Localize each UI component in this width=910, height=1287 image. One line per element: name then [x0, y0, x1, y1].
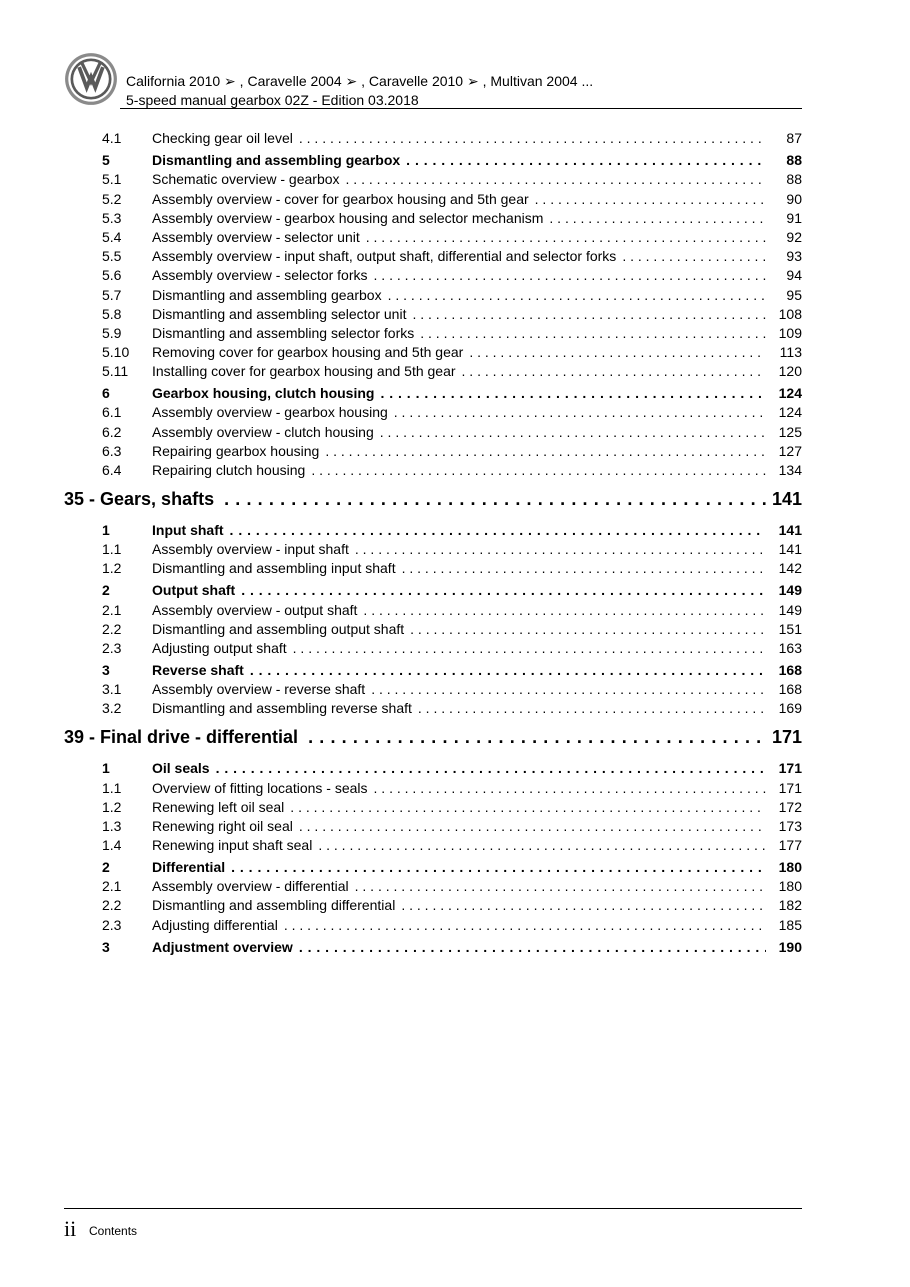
toc-page: 169 [778, 700, 802, 717]
toc-entry[interactable] [102, 360, 802, 379]
toc-page: 93 [786, 248, 802, 265]
dot-leader [406, 152, 766, 168]
toc-number: 5.9 [102, 324, 122, 341]
toc-page: 87 [786, 130, 802, 147]
toc-page: 163 [778, 639, 802, 656]
toc-title: Gearbox housing, clutch housing [152, 385, 375, 402]
toc-number: 2.1 [102, 601, 122, 618]
toc-title: Installing cover for gearbox housing and 5th gear [152, 363, 456, 380]
toc-title: Adjusting output shaft [152, 639, 287, 656]
dot-leader [308, 727, 766, 748]
toc-title: Renewing right oil seal [152, 817, 293, 834]
toc-number: 1 [102, 760, 110, 777]
toc-entry[interactable] [102, 913, 802, 932]
dot-leader [241, 582, 766, 598]
toc-title: Dismantling and assembling selector forks [152, 324, 415, 341]
toc-entry[interactable] [102, 245, 802, 264]
toc-title: Assembly overview - selector unit [152, 228, 360, 245]
toc-chapter[interactable] [64, 720, 802, 754]
toc-page: 90 [786, 190, 802, 207]
toc-number: 1.1 [102, 541, 122, 558]
toc-title: Assembly overview - input shaft, output shaft, differential and selector forks [152, 248, 617, 265]
toc-page: 142 [778, 560, 802, 577]
toc-title: Assembly overview - output shaft [152, 601, 358, 618]
dot-leader [284, 917, 766, 933]
toc-number: 5.3 [102, 209, 122, 226]
toc-entry[interactable] [102, 697, 802, 716]
dot-leader [231, 859, 766, 875]
toc-page: 88 [786, 152, 802, 169]
toc-entry[interactable] [102, 168, 802, 187]
toc-number: 6.4 [102, 462, 122, 478]
page-number: ii [64, 1216, 77, 1241]
toc-entry[interactable] [102, 538, 802, 557]
toc-page: 91 [786, 209, 802, 226]
toc-number: 2.3 [102, 916, 122, 933]
dot-leader [224, 489, 766, 510]
toc-number: 3.1 [102, 681, 122, 698]
toc-number: 5.11 [102, 363, 129, 380]
dot-leader [469, 344, 766, 360]
toc-entry[interactable] [102, 283, 802, 302]
toc-number: 6.1 [102, 404, 122, 421]
dot-leader [311, 462, 766, 478]
dot-leader [299, 939, 766, 955]
toc-page: 134 [778, 462, 802, 478]
toc-page: 180 [778, 878, 802, 895]
toc-title: Assembly overview - gearbox housing and selector mechanism [152, 209, 544, 226]
toc-entry[interactable] [102, 303, 802, 322]
toc-entry[interactable] [102, 678, 802, 697]
toc-title: Input shaft [152, 522, 224, 538]
table-of-contents [64, 127, 802, 955]
toc-entry[interactable] [102, 618, 802, 637]
toc-page: 172 [778, 798, 802, 815]
dot-leader [412, 306, 766, 322]
toc-number: 3 [102, 938, 110, 955]
toc-title: Dismantling and assembling input shaft [152, 560, 396, 577]
toc-number: 3 [102, 661, 110, 678]
dot-leader [418, 700, 766, 716]
toc-entry[interactable] [102, 341, 802, 360]
toc-page: 113 [779, 344, 802, 361]
dot-leader [250, 662, 766, 678]
toc-number: 5.5 [102, 248, 122, 265]
toc-number: 1 [102, 522, 110, 538]
toc-entry[interactable] [102, 557, 802, 576]
toc-number: 5 [102, 152, 110, 169]
toc-entry[interactable] [102, 401, 802, 420]
toc-title: Assembly overview - cover for gearbox housing and 5th gear [152, 190, 529, 207]
dot-leader [290, 799, 766, 815]
toc-entry[interactable] [102, 894, 802, 913]
toc-entry[interactable] [102, 226, 802, 245]
dot-leader [401, 897, 766, 913]
toc-title: Assembly overview - gearbox housing [152, 404, 388, 421]
toc-title: Reverse shaft [152, 661, 244, 678]
toc-title: Overview of fitting locations - seals [152, 779, 368, 796]
toc-page: 124 [778, 404, 802, 421]
toc-title: Dismantling and assembling output shaft [152, 620, 405, 637]
toc-number: 2.3 [102, 639, 122, 656]
dot-leader [549, 210, 766, 226]
toc-page: 94 [786, 267, 802, 284]
toc-section[interactable] [102, 576, 802, 598]
toc-title: Dismantling and assembling selector unit [152, 305, 407, 322]
dot-leader [230, 522, 766, 538]
toc-entry[interactable] [102, 207, 802, 226]
page-footer [64, 1208, 802, 1241]
toc-title: Checking gear oil level [152, 130, 293, 147]
toc-entry[interactable] [102, 637, 802, 656]
toc-entry[interactable] [102, 459, 802, 478]
vw-logo [64, 52, 118, 106]
toc-entry[interactable] [102, 127, 802, 146]
toc-page: 190 [778, 938, 802, 955]
toc-number: 1.2 [102, 798, 122, 815]
toc-page: 125 [778, 423, 802, 440]
toc-page: 109 [778, 324, 802, 341]
toc-page: 141 [771, 488, 802, 509]
dot-leader [388, 287, 766, 303]
dot-leader [462, 363, 766, 379]
toc-title: Dismantling and assembling gearbox [152, 286, 382, 303]
toc-entry[interactable] [102, 776, 802, 795]
toc-page: 127 [778, 442, 802, 459]
toc-page: 108 [778, 305, 802, 322]
dot-leader [380, 385, 766, 401]
toc-title: Schematic overview - gearbox [152, 171, 340, 188]
dot-leader [366, 229, 766, 245]
dot-leader [363, 602, 766, 618]
toc-page: 149 [778, 582, 802, 599]
toc-title: Renewing input shaft seal [152, 837, 313, 854]
toc-section[interactable] [102, 754, 802, 776]
dot-leader [371, 681, 766, 697]
dot-leader [318, 837, 766, 853]
toc-title: Repairing gearbox housing [152, 442, 320, 459]
toc-number: 4.1 [102, 130, 122, 147]
toc-number: 2.1 [102, 878, 122, 895]
toc-title: Assembly overview - selector forks [152, 267, 368, 284]
toc-page: 120 [778, 363, 802, 380]
toc-page: 88 [786, 171, 802, 188]
toc-page: 185 [778, 916, 802, 933]
toc-section[interactable] [102, 379, 802, 401]
toc-page: 171 [778, 760, 802, 777]
dot-leader [355, 541, 766, 557]
dot-leader [374, 780, 766, 796]
toc-section[interactable] [102, 656, 802, 678]
toc-number: 6.2 [102, 423, 122, 440]
toc-title: Assembly overview - differential [152, 878, 349, 895]
toc-title: Differential [152, 859, 226, 876]
toc-page: 177 [778, 837, 802, 854]
toc-chapter-title: 39 - Final drive - differential [64, 726, 299, 747]
dot-leader [299, 818, 766, 834]
toc-number: 2 [102, 582, 110, 599]
toc-title: Oil seals [152, 760, 210, 777]
toc-number: 1.1 [102, 779, 122, 796]
toc-entry[interactable] [102, 420, 802, 439]
dot-leader [622, 248, 766, 264]
toc-entry[interactable] [102, 187, 802, 206]
dot-leader [355, 878, 766, 894]
header-divider [120, 108, 802, 109]
toc-number: 5.7 [102, 286, 122, 303]
footer-divider [64, 1208, 802, 1209]
toc-page: 173 [778, 817, 802, 834]
toc-page: 141 [778, 541, 802, 558]
toc-title: Repairing clutch housing [152, 462, 306, 478]
toc-number: 2 [102, 859, 110, 876]
toc-page: 182 [778, 897, 802, 914]
toc-entry[interactable] [102, 598, 802, 617]
toc-page: 168 [778, 681, 802, 698]
dot-leader [380, 424, 766, 440]
toc-number: 1.2 [102, 560, 122, 577]
toc-chapter-title: 35 - Gears, shafts [64, 488, 215, 509]
toc-section[interactable] [102, 516, 802, 538]
toc-entry[interactable] [102, 875, 802, 894]
toc-number: 5.10 [102, 344, 130, 361]
toc-number: 2.2 [102, 897, 122, 914]
toc-section[interactable] [102, 933, 802, 955]
toc-page: 92 [786, 228, 802, 245]
toc-page: 171 [778, 779, 802, 796]
toc-title: Removing cover for gearbox housing and 5th gear [152, 344, 464, 361]
dot-leader [394, 404, 766, 420]
dot-leader [374, 267, 766, 283]
toc-title: Dismantling and assembling differential [152, 897, 396, 914]
toc-title: Assembly overview - reverse shaft [152, 681, 366, 698]
toc-entry[interactable] [102, 796, 802, 815]
toc-entry[interactable] [102, 815, 802, 834]
dot-leader [402, 560, 766, 576]
toc-entry[interactable] [102, 834, 802, 853]
footer-label: Contents [89, 1224, 138, 1238]
toc-number: 6 [102, 385, 110, 402]
dot-leader [299, 130, 766, 146]
toc-page: 171 [771, 726, 802, 747]
toc-section[interactable] [102, 146, 802, 168]
dot-leader [420, 325, 766, 341]
dot-leader [535, 191, 766, 207]
toc-entry[interactable] [102, 440, 802, 459]
toc-number: 1.4 [102, 837, 122, 854]
toc-page: 180 [778, 859, 802, 876]
toc-number: 5.1 [102, 171, 122, 188]
toc-number: 3.2 [102, 700, 122, 717]
toc-title: Adjustment overview [152, 938, 293, 955]
toc-title: Assembly overview - clutch housing [152, 423, 374, 440]
toc-number: 1.3 [102, 817, 122, 834]
toc-section[interactable] [102, 853, 802, 875]
toc-page: 141 [778, 522, 802, 538]
toc-number: 6.3 [102, 442, 122, 459]
toc-number: 5.6 [102, 267, 122, 284]
header-edition: 5-speed manual gearbox 02Z - Edition 03.2018 [126, 92, 419, 108]
toc-number: 5.4 [102, 228, 122, 245]
dot-leader [346, 171, 766, 187]
dot-leader [216, 760, 766, 776]
toc-title: Assembly overview - input shaft [152, 541, 349, 558]
page-header [64, 52, 802, 110]
toc-title: Dismantling and assembling reverse shaft [152, 700, 412, 717]
toc-number: 5.2 [102, 190, 122, 207]
header-models: California 2010 ➢ , Caravelle 2004 ➢ , Caravelle 2010 ➢ , Multivan 2004 ... [126, 73, 594, 89]
toc-entry[interactable] [102, 322, 802, 341]
toc-page: 95 [786, 286, 802, 303]
toc-title: Output shaft [152, 582, 236, 599]
toc-number: 2.2 [102, 620, 122, 637]
toc-title: Adjusting differential [152, 916, 278, 933]
toc-title: Dismantling and assembling gearbox [152, 152, 401, 169]
toc-chapter[interactable] [64, 482, 802, 516]
toc-page: 168 [778, 661, 802, 678]
toc-number: 5.8 [102, 305, 122, 322]
dot-leader [293, 640, 766, 656]
toc-page: 124 [778, 385, 802, 402]
dot-leader [410, 621, 766, 637]
toc-entry[interactable] [102, 264, 802, 283]
toc-page: 151 [778, 620, 802, 637]
toc-title: Renewing left oil seal [152, 798, 285, 815]
toc-page: 149 [778, 601, 802, 618]
dot-leader [325, 443, 766, 459]
